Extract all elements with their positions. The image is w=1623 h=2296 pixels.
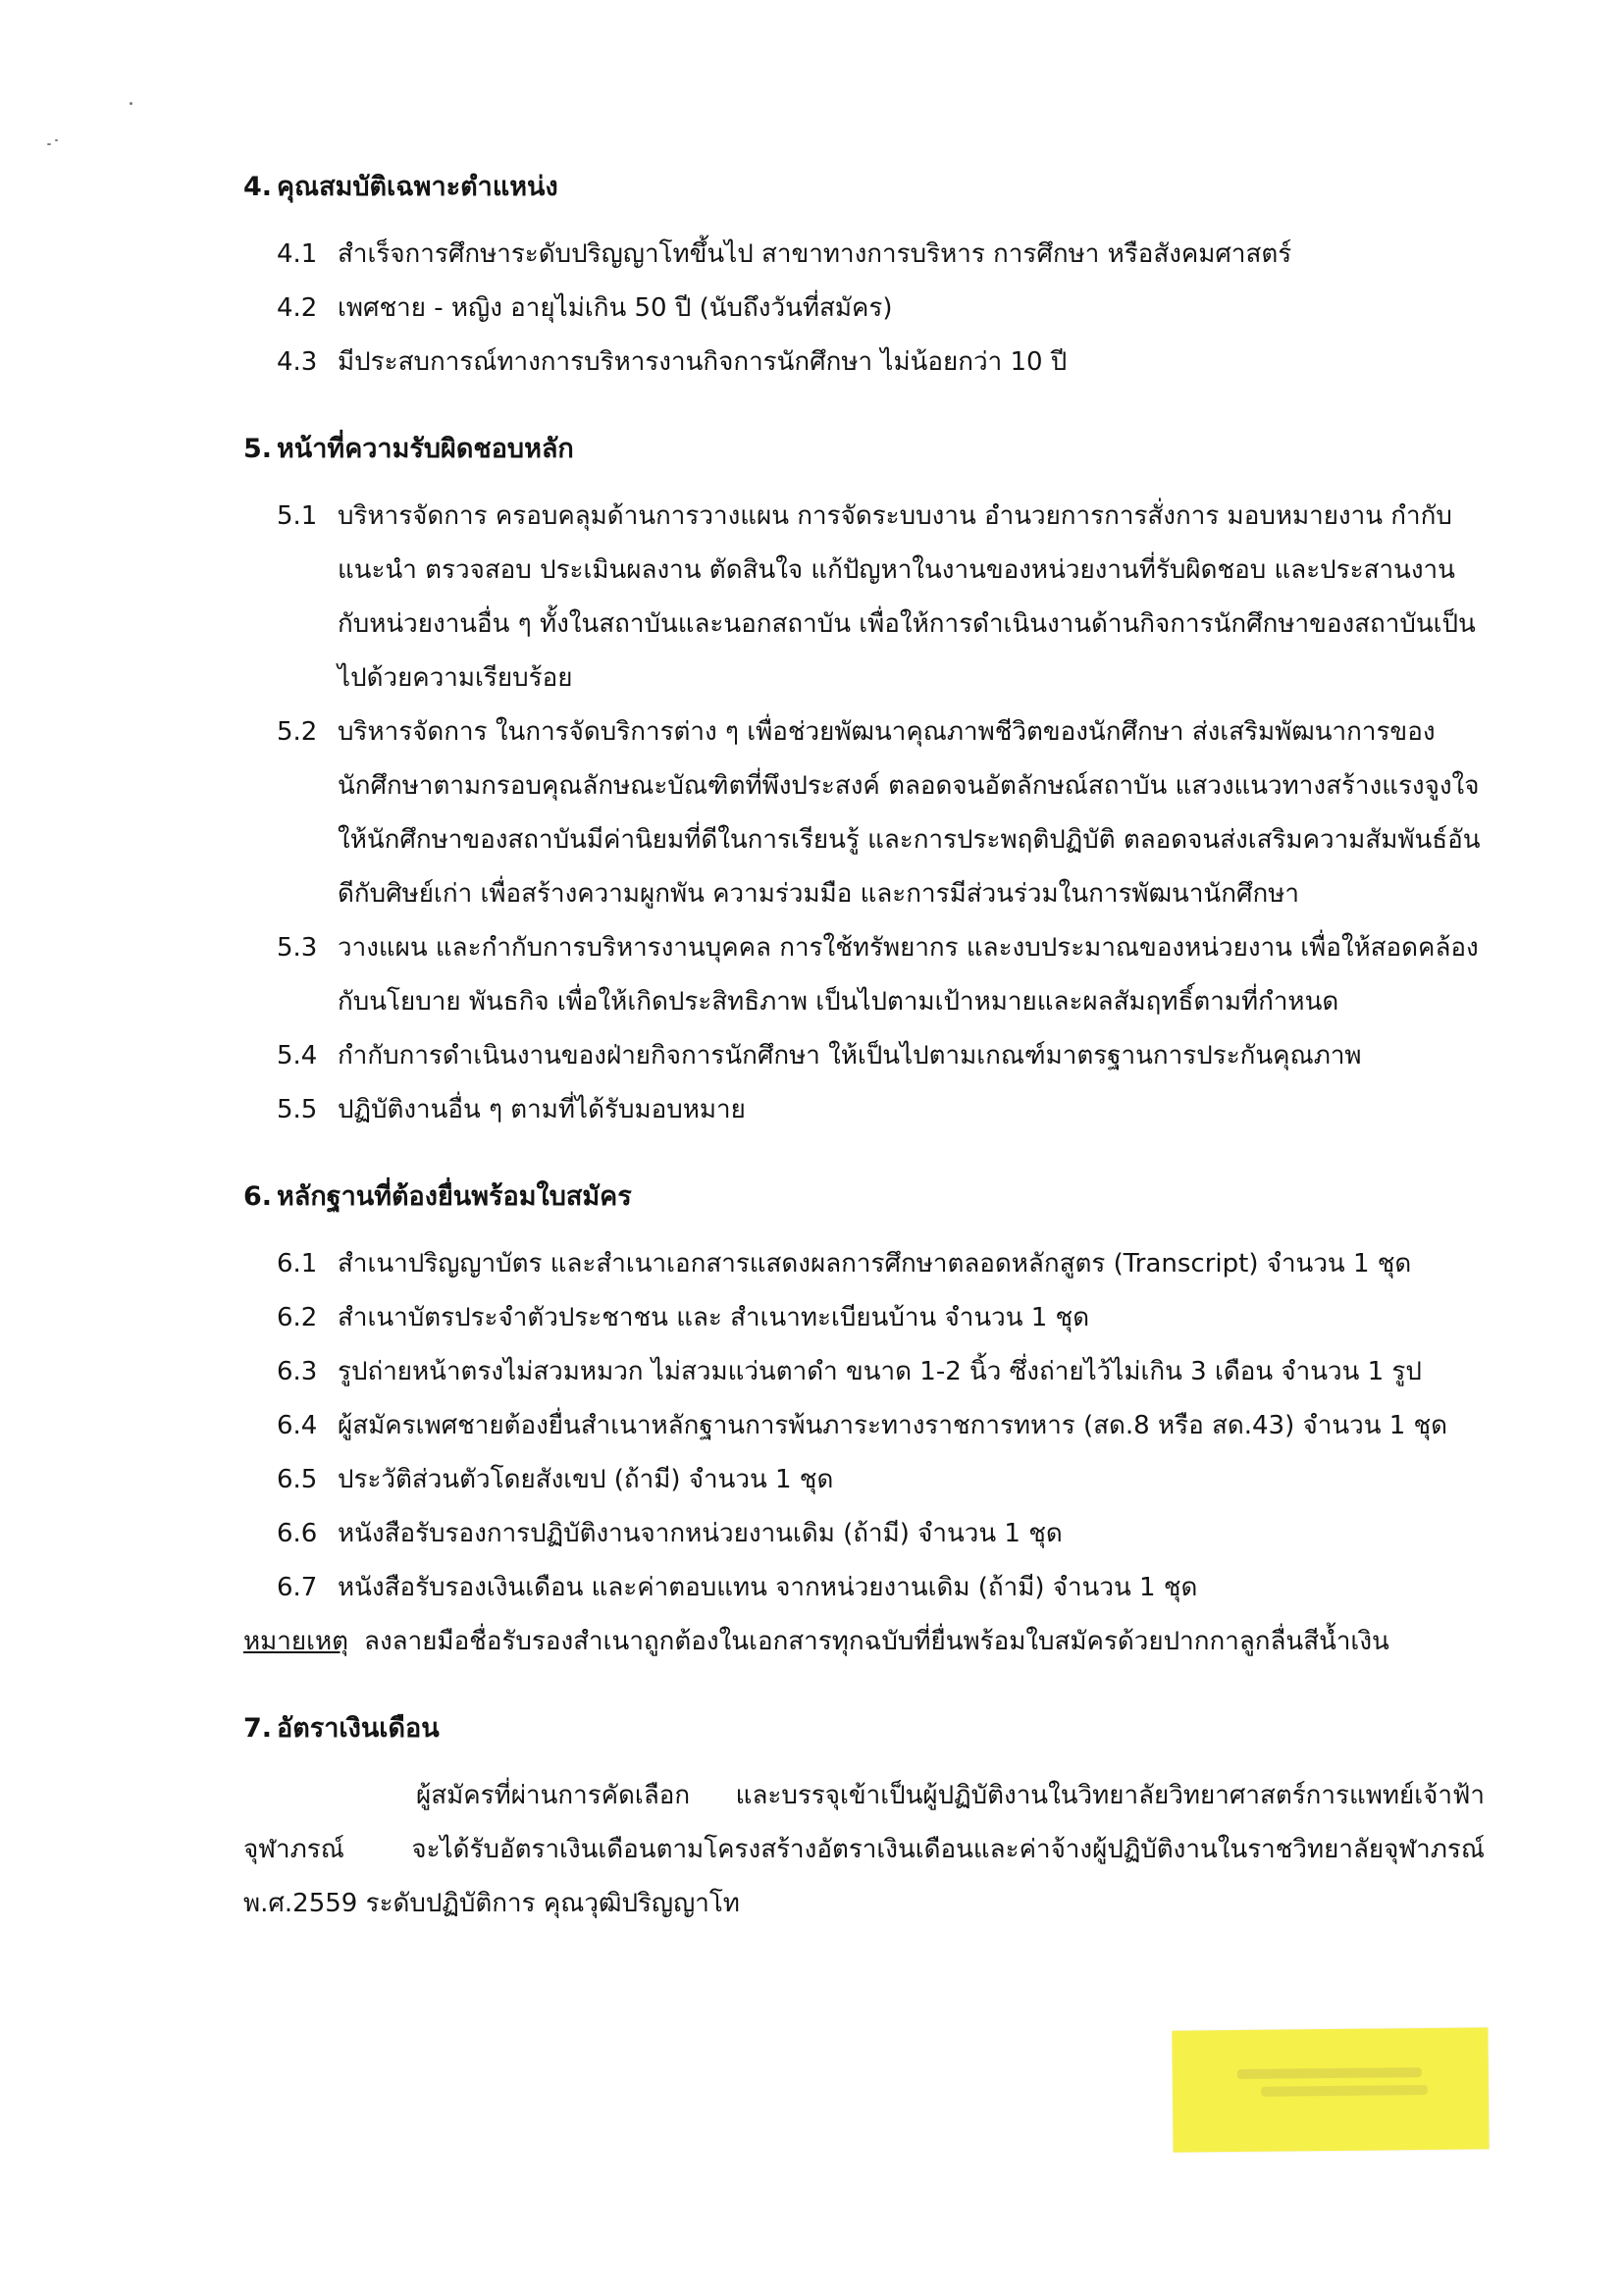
remark bbox=[243, 1615, 1485, 1669]
list-item bbox=[243, 1561, 1485, 1615]
section-heading bbox=[243, 1710, 1485, 1748]
section-heading bbox=[243, 169, 1485, 206]
item-number: 5.2 bbox=[277, 717, 318, 747]
item-text: หนังสือรับรองการปฏิบัติงานจากหน่วยงานเดิม (ถ้ามี) จำนวน 1 ชุด bbox=[338, 1519, 1063, 1548]
item-number: 6.5 bbox=[277, 1465, 318, 1494]
section-salary bbox=[243, 1710, 1485, 1931]
section-number: 7. bbox=[243, 1713, 273, 1744]
list-item bbox=[243, 1507, 1485, 1561]
item-text: ประวัติส่วนตัวโดยสังเขป (ถ้ามี) จำนวน 1 ชุด bbox=[338, 1465, 834, 1494]
sticky-note bbox=[1172, 2027, 1489, 2152]
list-item bbox=[243, 921, 1485, 1029]
item-number: 4.3 bbox=[277, 347, 318, 377]
item-number: 6.7 bbox=[277, 1573, 318, 1602]
list-item bbox=[243, 282, 1485, 336]
item-number: 5.5 bbox=[277, 1095, 318, 1124]
item-text: มีประสบการณ์ทางการบริหารงานกิจการนักศึกษา ไม่น้อยกว่า 10 ปี bbox=[338, 347, 1068, 377]
list-item bbox=[243, 1083, 1485, 1137]
item-number: 5.3 bbox=[277, 933, 318, 963]
scan-speck bbox=[55, 139, 58, 141]
item-text: หนังสือรับรองเงินเดือน และค่าตอบแทน จากหน่วยงานเดิม (ถ้ามี) จำนวน 1 ชุด bbox=[338, 1573, 1198, 1602]
list-item bbox=[243, 336, 1485, 390]
section-heading bbox=[243, 431, 1485, 468]
section-heading bbox=[243, 1178, 1485, 1216]
list-item bbox=[243, 1237, 1485, 1291]
sticky-note-faded-writing bbox=[1237, 2067, 1422, 2079]
item-text: บริหารจัดการ ครอบคลุมด้านการวางแผน การจัดระบบงาน อำนวยการการสั่งการ มอบหมายงาน กำกับ แนะนำ ตรวจสอบ ประเมินผลงาน ตัดสินใจ แก้ปัญหาในงานของหน่วยงานที่รับผิดชอบ และประสานงานกับหน่วยงานอื่น ๆ ทั้งในสถาบันและนอกสถาบัน เพื่อให้การดำเนินงานด้านกิจการนักศึกษาของสถาบันเป็นไปด้วยความเรียบร้อย bbox=[338, 501, 1476, 693]
item-text: เพศชาย - หญิง อายุไม่เกิน 50 ปี (นับถึงวันที่สมัคร) bbox=[338, 293, 893, 323]
item-text: ปฏิบัติงานอื่น ๆ ตามที่ได้รับมอบหมาย bbox=[338, 1095, 746, 1124]
list-item bbox=[243, 228, 1485, 282]
section-number: 5. bbox=[243, 434, 273, 464]
item-number: 4.1 bbox=[277, 239, 318, 269]
document-body bbox=[243, 169, 1485, 1972]
section-qualifications bbox=[243, 169, 1485, 390]
item-number: 6.6 bbox=[277, 1519, 318, 1548]
scan-speck bbox=[47, 143, 51, 145]
list-item bbox=[243, 490, 1485, 705]
list-item bbox=[243, 1029, 1485, 1083]
section-title: คุณสมบัติเฉพาะตำแหน่ง bbox=[277, 172, 558, 202]
section-title: หน้าที่ความรับผิดชอบหลัก bbox=[277, 434, 574, 464]
item-text: รูปถ่ายหน้าตรงไม่สวมหมวก ไม่สวมแว่นตาดำ ขนาด 1-2 นิ้ว ซึ่งถ่ายไว้ไม่เกิน 3 เดือน จำนวน 1 รูป bbox=[338, 1357, 1422, 1386]
list-item bbox=[243, 1453, 1485, 1507]
remark-label: หมายเหตุ bbox=[243, 1627, 349, 1656]
salary-paragraph: ผู้สมัครที่ผ่านการคัดเลือก และบรรจุเข้าเป็นผู้ปฏิบัติงานในวิทยาลัยวิทยาศาสตร์การแพทย์เจ้าฟ้าจุฬาภรณ์ จะได้รับอัตราเงินเดือนตามโครงสร้างอัตราเงินเดือนและค่าจ้างผู้ปฏิบัติงานในราชวิทยาลัยจุฬาภรณ์ พ.ศ.2559 ระดับปฏิบัติการ คุณวุฒิปริญญาโท bbox=[243, 1781, 1485, 1918]
item-text: สำเนาบัตรประจำตัวประชาชน และ สำเนาทะเบียนบ้าน จำนวน 1 ชุด bbox=[338, 1303, 1090, 1332]
section-number: 6. bbox=[243, 1181, 273, 1212]
remark-text: ลงลายมือชื่อรับรองสำเนาถูกต้องในเอกสารทุกฉบับที่ยื่นพร้อมใบสมัครด้วยปากกาลูกลื่นสีน้ำเงิน bbox=[364, 1627, 1389, 1656]
list-item bbox=[243, 1345, 1485, 1399]
item-text: สำเร็จการศึกษาระดับปริญญาโทขึ้นไป สาขาทางการบริหาร การศึกษา หรือสังคมศาสตร์ bbox=[338, 239, 1292, 269]
item-number: 6.3 bbox=[277, 1357, 318, 1386]
item-number: 5.1 bbox=[277, 501, 318, 531]
item-number: 6.2 bbox=[277, 1303, 318, 1332]
item-text: สำเนาปริญญาบัตร และสำเนาเอกสารแสดงผลการศึกษาตลอดหลักสูตร (Transcript) จำนวน 1 ชุด bbox=[338, 1249, 1412, 1278]
scan-speck bbox=[130, 102, 132, 105]
item-number: 5.4 bbox=[277, 1041, 318, 1070]
list-item bbox=[243, 705, 1485, 921]
item-number: 4.2 bbox=[277, 293, 318, 323]
item-text: กำกับการดำเนินงานของฝ่ายกิจการนักศึกษา ให้เป็นไปตามเกณฑ์มาตรฐานการประกันคุณภาพ bbox=[338, 1041, 1362, 1070]
item-text: วางแผน และกำกับการบริหารงานบุคคล การใช้ทรัพยากร และงบประมาณของหน่วยงาน เพื่อให้สอดคล้องกับนโยบาย พันธกิจ เพื่อให้เกิดประสิทธิภาพ เป็นไปตามเป้าหมายและผลสัมฤทธิ์ตามที่กำหนด bbox=[338, 933, 1479, 1017]
section-required-documents bbox=[243, 1178, 1485, 1669]
item-text: บริหารจัดการ ในการจัดบริการต่าง ๆ เพื่อช่วยพัฒนาคุณภาพชีวิตของนักศึกษา ส่งเสริมพัฒนาการของนักศึกษาตามกรอบคุณลักษณะบัณฑิตที่พึงประสงค์ ตลอดจนอัตลักษณ์สถาบัน แสวงแนวทางสร้างแรงจูงใจให้นักศึกษาของสถาบันมีค่านิยมที่ดีในการเรียนรู้ และการประพฤติปฏิบัติ ตลอดจนส่งเสริมความสัมพันธ์อันดีกับศิษย์เก่า เพื่อสร้างความผูกพัน ความร่วมมือ และการมีส่วนร่วมในการพัฒนานักศึกษา bbox=[338, 717, 1481, 909]
section-title: อัตราเงินเดือน bbox=[277, 1713, 440, 1744]
item-text: ผู้สมัครเพศชายต้องยื่นสำเนาหลักฐานการพ้นภาระทางราชการทหาร (สด.8 หรือ สด.43) จำนวน 1 ชุด bbox=[338, 1411, 1448, 1440]
section-number: 4. bbox=[243, 172, 273, 202]
item-number: 6.1 bbox=[277, 1249, 318, 1278]
item-number: 6.4 bbox=[277, 1411, 318, 1440]
list-item bbox=[243, 1399, 1485, 1453]
section-title: หลักฐานที่ต้องยื่นพร้อมใบสมัคร bbox=[277, 1181, 632, 1212]
list-item bbox=[243, 1291, 1485, 1345]
section-responsibilities bbox=[243, 431, 1485, 1137]
sticky-note-faded-writing bbox=[1261, 2085, 1428, 2097]
